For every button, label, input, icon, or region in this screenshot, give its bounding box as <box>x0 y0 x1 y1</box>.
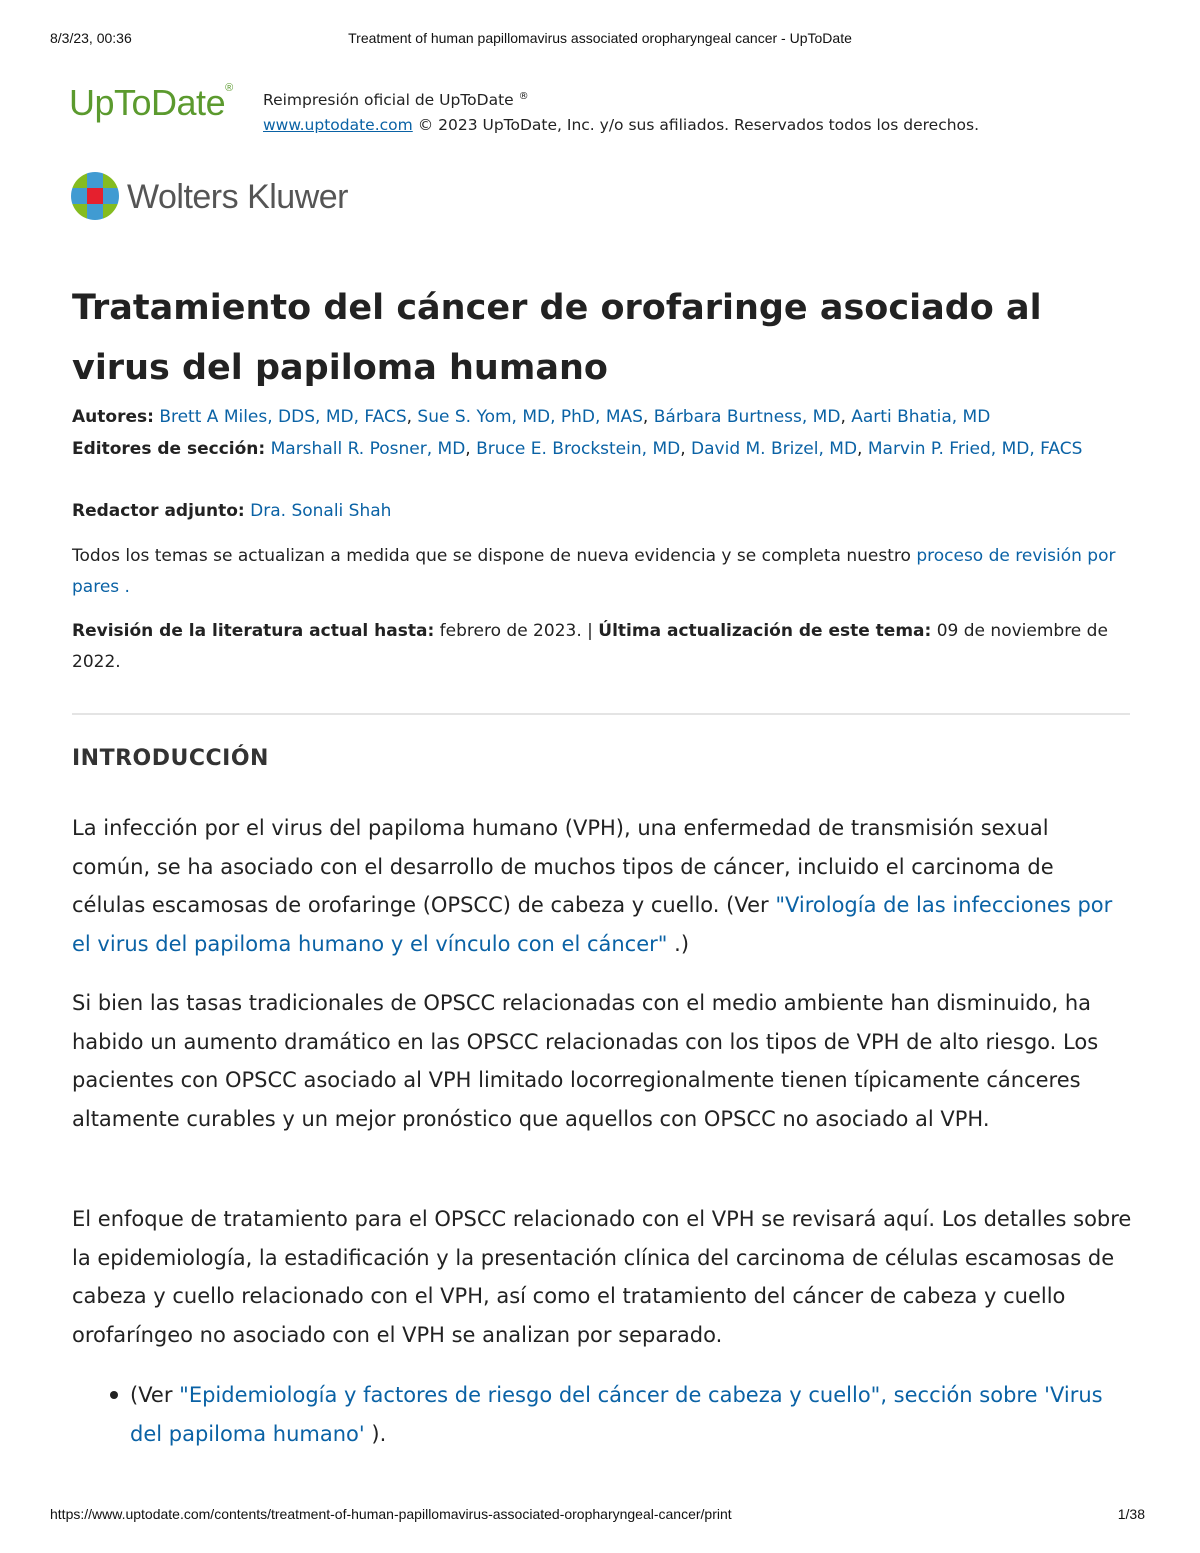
bullet-icon <box>110 1391 118 1399</box>
print-url: https://www.uptodate.com/contents/treatment-of-human-papillomavirus-associated-oropharyngeal-cancer/print <box>50 1506 732 1522</box>
last-updated-value: 09 de noviembre de 2022. <box>72 621 1108 672</box>
lit-review-label: Revisión de la literatura actual hasta: <box>72 621 435 641</box>
editors-label: Editores de sección: <box>72 439 266 459</box>
wolters-kluwer-wordmark: Wolters Kluwer <box>127 178 348 216</box>
print-header <box>0 30 1200 50</box>
reprint-line: Reimpresión oficial de UpToDate <box>263 91 514 110</box>
intro-p1-text: La infección por el virus del papiloma humano (VPH), una enfermedad de transmisión sexual común, se ha asociado con el desarrollo de muchos tipos de cáncer, incluido el carcinoma de células escamosas de orofaringe (OPSCC) de cabeza y cuello. (Ver <box>72 816 1054 917</box>
registered-mark: ® <box>518 91 529 102</box>
deputy-label: Redactor adjunto: <box>72 501 245 521</box>
related-topics-list <box>110 1376 1110 1453</box>
reprint-notice <box>263 84 979 138</box>
bullet-prefix: (Ver <box>130 1383 173 1407</box>
bullet-end: ). <box>371 1421 387 1446</box>
deputy-editor-link[interactable]: Dra. Sonali Shah <box>250 501 392 521</box>
print-footer <box>0 1506 1200 1526</box>
editor-link[interactable]: Bruce E. Brockstein, MD <box>476 439 681 459</box>
update-note-end: . <box>124 577 130 597</box>
authors-line: Autores: Brett A Miles, DDS, MD, FACS, Sue S. Yom, MD, PhD, MAS, Bárbara Burtness, MD, Aarti Bhatia, MD <box>72 407 991 427</box>
editor-link[interactable]: Marshall R. Posner, MD <box>270 439 466 459</box>
intro-heading: INTRODUCCIÓN <box>72 746 269 771</box>
update-note-text: Todos los temas se actualizan a medida que se dispone de nueva evidencia y se completa nuestro <box>72 546 911 566</box>
wolters-kluwer-logo <box>71 172 391 220</box>
epidemiology-topic-link[interactable]: "Epidemiología y factores de riesgo del cáncer de cabeza y cuello", sección sobre 'Virus del papiloma humano' <box>130 1383 1103 1446</box>
editor-link[interactable]: Marvin P. Fried, MD, FACS <box>867 439 1083 459</box>
print-page-title: Treatment of human papillomavirus associated oropharyngeal cancer - UpToDate <box>348 30 852 46</box>
page-counter: 1/38 <box>1117 1506 1145 1522</box>
uptodate-logo: UpToDate® <box>69 82 233 123</box>
author-link[interactable]: Bárbara Burtness, MD <box>653 407 841 427</box>
virology-topic-link[interactable]: "Virología de las infecciones por el virus del papiloma humano y el vínculo con el cáncer" <box>72 893 1113 956</box>
uptodate-site-link[interactable]: www.uptodate.com <box>263 116 413 135</box>
literature-review-line <box>72 616 1132 678</box>
editor-link[interactable]: David M. Brizel, MD <box>691 439 858 459</box>
list-item <box>110 1376 1110 1453</box>
author-link[interactable]: Aarti Bhatia, MD <box>851 407 991 427</box>
wolters-kluwer-mark-icon <box>71 172 119 220</box>
last-updated-label: Última actualización de este tema: <box>598 621 932 641</box>
deputy-editor-line <box>72 496 1132 527</box>
article-title: Tratamiento del cáncer de orofaringe asociado al virus del papiloma humano <box>72 288 1042 388</box>
author-link[interactable]: Sue S. Yom, MD, PhD, MAS <box>417 407 643 427</box>
authors-label: Autores: <box>72 407 154 427</box>
copyright-text: © 2023 UpToDate, Inc. y/o sus afiliados. Reservados todos los derechos. <box>417 116 980 135</box>
lit-review-value: febrero de 2023. <box>439 621 582 641</box>
author-link[interactable]: Brett A Miles, DDS, MD, FACS <box>159 407 407 427</box>
intro-paragraph-2: Si bien las tasas tradicionales de OPSCC relacionadas con el medio ambiente han disminuido, ha habido un aumento dramático en las OPSCC relacionadas con los tipos de VPH de alto riesgo. Los pacientes con OPSCC asociado al VPH limitado locorregionalmente tienen típicamente cánceres altamente curables y un mejor pronóstico que aquellos con OPSCC no asociado al VPH. <box>72 991 1099 1131</box>
section-editors-line: Editores de sección: Marshall R. Posner, MD, Bruce E. Brockstein, MD, David M. Brizel, MD, Marvin P. Fried, MD, FACS <box>72 439 1083 459</box>
intro-paragraph-3: El enfoque de tratamiento para el OPSCC relacionado con el VPH se revisará aquí. Los detalles sobre la epidemiología, la estadificación y la presentación clínica del carcinoma de células escamosas de cabeza y cuello relacionado con el VPH, así como el tratamiento del cáncer de cabeza y cuello orofaríngeo no asociado con el VPH se analizan por separado. <box>72 1207 1132 1347</box>
branding-row <box>69 82 1149 135</box>
print-date: 8/3/23, 00:36 <box>50 30 132 46</box>
intro-p1-end: .) <box>674 931 690 956</box>
intro-paragraph-1 <box>72 809 1132 963</box>
peer-review-link[interactable]: proceso de revisión por pares <box>72 546 1116 597</box>
separator: | <box>587 621 593 641</box>
update-note <box>72 541 1132 603</box>
section-divider <box>72 713 1130 715</box>
